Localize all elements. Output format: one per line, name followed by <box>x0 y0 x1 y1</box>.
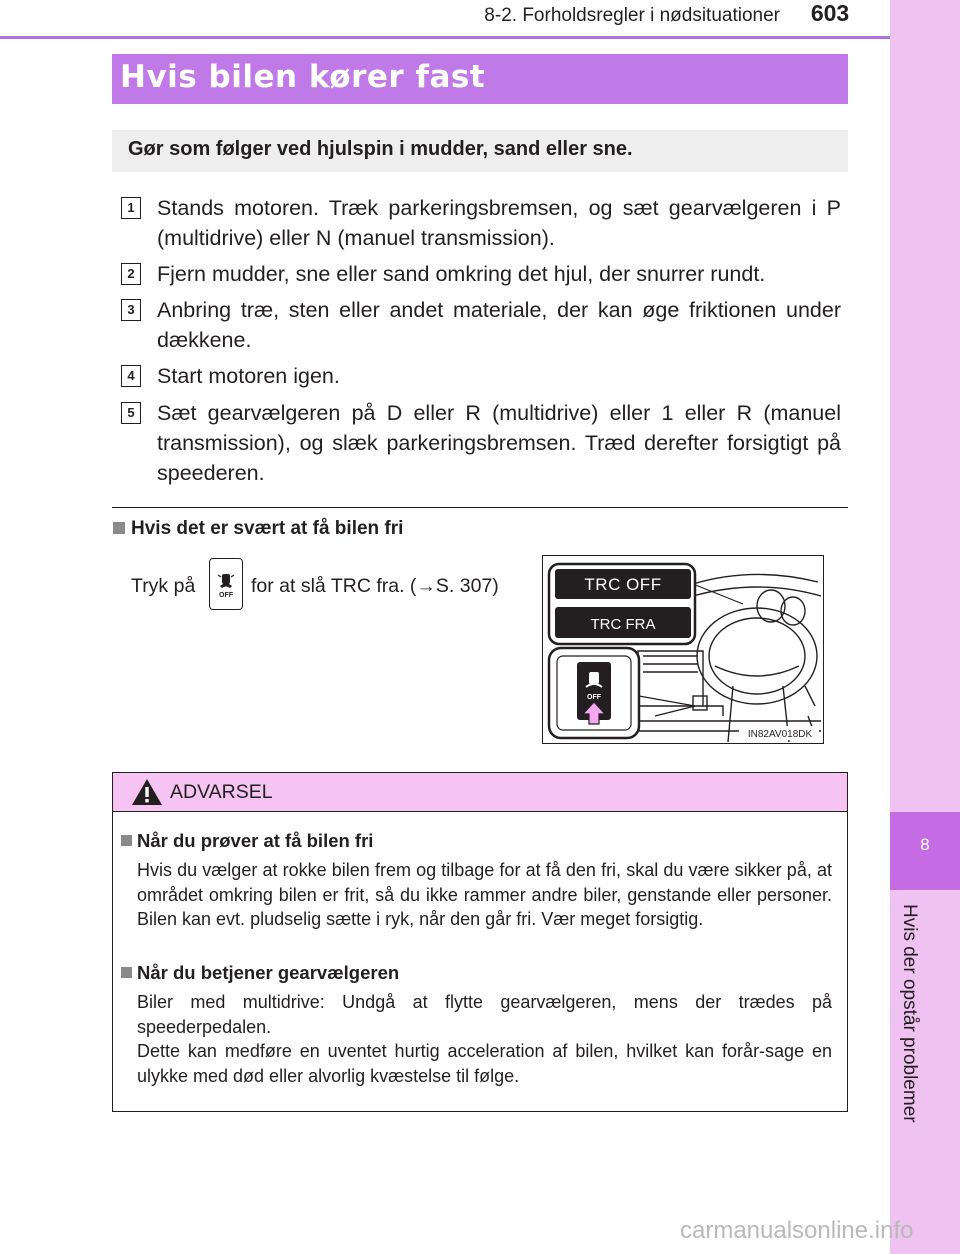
step-text-1: Stands motoren. Træk parkeringsbremsen, og sæt gearvælgeren i P (multidrive) eller N (manuel transmission). <box>157 196 841 250</box>
step-number-5: 5 <box>121 402 141 424</box>
warning-item-heading-1: Når du prøver at få bilen fri <box>137 830 374 851</box>
bullet-square-icon <box>121 967 132 978</box>
chapter-title-vertical: Hvis der opstår problemer <box>899 904 920 1123</box>
header-rule <box>0 36 890 39</box>
warning-item-heading-2: Når du betjener gearvælgeren <box>137 962 400 983</box>
warning-title: ADVARSEL <box>170 781 273 803</box>
page-title: Hvis bilen kører fast <box>120 59 486 95</box>
page-number: 603 <box>790 0 870 28</box>
trc-off-label: TRC OFF <box>584 575 662 594</box>
trc-instruction-suffix: for at slå TRC fra. (→S. 307) <box>251 575 499 597</box>
step-text-3: Anbring træ, sten eller andet materiale, der kan øge friktionen under dækkene. <box>157 298 841 352</box>
section-divider <box>112 507 848 508</box>
illustration-code: IN82AV018DK <box>747 729 813 740</box>
trc-button-off-label: OFF <box>219 592 233 599</box>
section-title: 8-2. Forholdsregler i nødsituationer <box>484 5 780 26</box>
dashboard-illustration <box>542 555 824 744</box>
bullet-square-icon <box>113 522 125 534</box>
step-number-3: 3 <box>121 299 141 321</box>
warning-item-body-2: Biler med multidrive: Undgå at flytte gearvælgeren, mens der trædes på speederpedalen. <box>137 992 832 1037</box>
warning-triangle-icon <box>131 778 163 806</box>
step-text-5: Sæt gearvælgeren på D eller R (multidrive) eller 1 eller R (manuel transmission), og slæk parkeringsbremsen. Træd derefter forsigtigt på speederen. <box>157 401 841 485</box>
subsection-heading: Hvis det er svært at få bilen fri <box>131 518 404 539</box>
step-text-4: Start motoren igen. <box>157 364 340 388</box>
step-number-4: 4 <box>121 365 141 387</box>
warning-item-body-1: Hvis du vælger at rokke bilen frem og tilbage for at få den fri, skal du være sikker på, at området omkring bilen er frit, så du ikke rammer andre biler, genstande eller personer. Bilen kan evt. pludselig sætte i ryk, når den går fri. Vær meget forsigtig. <box>137 860 832 929</box>
warning-item-body-2b: Dette kan medføre en uventet hurtig acceleration af bilen, hvilket kan forår-sage en ulykke med død eller alvorlig kvæstelse til følge. <box>137 1041 832 1086</box>
trc-off-button-icon <box>209 558 243 610</box>
bullet-square-icon <box>121 835 132 846</box>
chapter-number-tab[interactable]: 8 <box>890 812 960 890</box>
intro-text: Gør som følger ved hjulspin i mudder, sand eller sne. <box>128 138 633 160</box>
trc-instruction-prefix: Tryk på <box>131 575 196 597</box>
step-text-2: Fjern mudder, sne eller sand omkring det hjul, der snurrer rundt. <box>157 262 766 286</box>
step-number-1: 1 <box>121 197 141 219</box>
trc-fra-label: TRC FRA <box>590 616 656 633</box>
watermark: carmanualsonline.info <box>680 1217 914 1244</box>
step-number-2: 2 <box>121 263 141 285</box>
zoomed-button-off-label: OFF <box>587 694 601 701</box>
